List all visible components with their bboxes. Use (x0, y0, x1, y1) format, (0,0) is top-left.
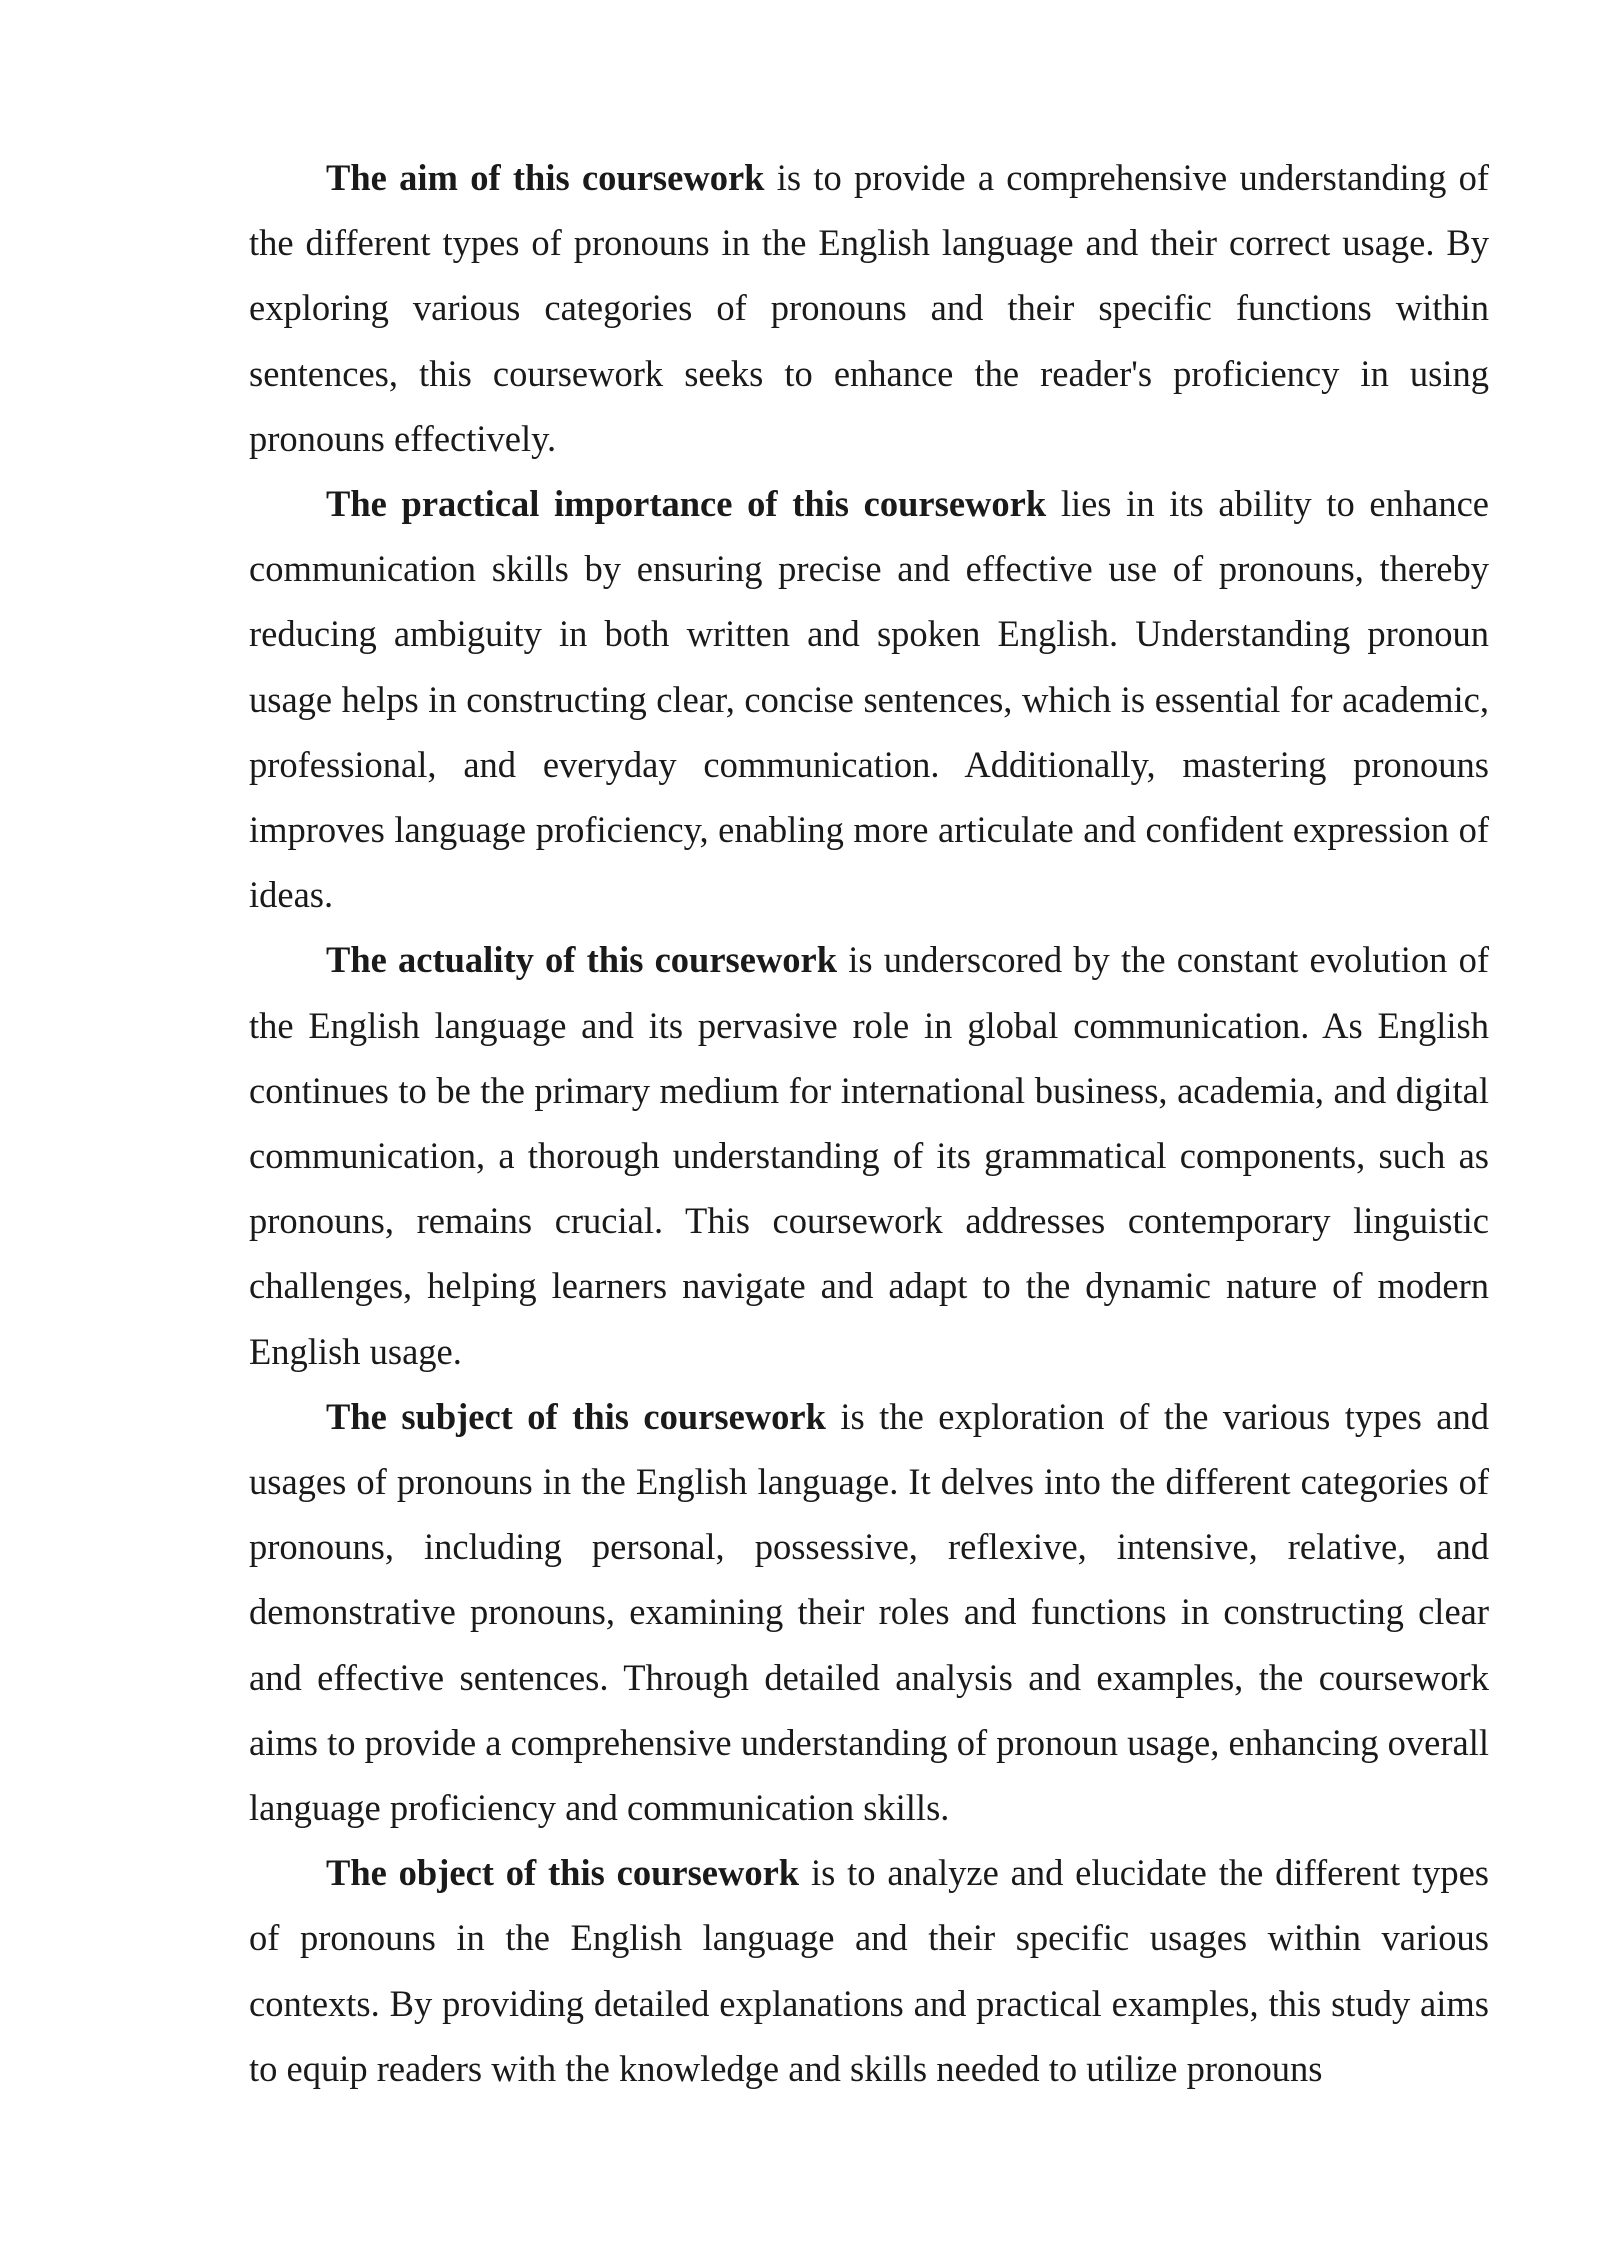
paragraph-subject (249, 1384, 1489, 1840)
paragraph-object (249, 1840, 1489, 2101)
actuality-text: is underscored by the constant evolution of the English language and its pervasive role in global communication. As English continues to be the primary medium for international business, academia, and digital communication, a thorough understanding of its grammatical components, such as pronouns, remains crucial. This coursework addresses contemporary linguistic challenges, helping learners navigate and adapt to the dynamic nature of modern English usage. (249, 939, 1490, 1372)
paragraph-actuality (249, 927, 1489, 1383)
paragraph-aim (249, 145, 1489, 471)
aim-text: is to provide a comprehensive understanding of the different types of pronouns in the English language and their correct usage. By exploring various categories of pronouns and their specific functions within sentences, this coursework seeks to enhance the reader's proficiency in using pronouns effectively. (249, 157, 1490, 459)
actuality-heading: The actuality of this coursework (326, 939, 838, 981)
object-text: is to analyze and elucidate the different types of pronouns in the English language and their specific usages within various contexts. By providing detailed explanations and practical examples, this study aims to equip readers with the knowledge and skills needed to utilize pronouns (249, 1852, 1489, 2089)
subject-heading: The subject of this coursework (326, 1395, 826, 1437)
practical-importance-text: lies in its ability to enhance communication skills by ensuring precise and effective use of pronouns, thereby reducing ambiguity in both written and spoken English. Understanding pronoun usage helps in constructing clear, concise sentences, which is essential for academic, professional, and everyday communication. Additionally, mastering pronouns improves language proficiency, enabling more articulate and confident expression of ideas. (249, 483, 1489, 916)
subject-text: is the exploration of the various types and usages of pronouns in the English language. It delves into the different categories of pronouns, including personal, possessive, reflexive, intensive, relative, and demonstrative pronouns, examining their roles and functions in constructing clear and effective sentences. Through detailed analysis and examples, the coursework aims to provide a comprehensive understanding of pronoun usage, enhancing overall language proficiency and communication skills. (249, 1395, 1490, 1829)
paragraph-practical-importance (249, 471, 1489, 927)
document-body (249, 145, 1489, 2101)
object-heading: The object of this coursework (326, 1852, 800, 1894)
practical-importance-heading: The practical importance of this coursework (326, 483, 1047, 525)
aim-heading: The aim of this coursework (326, 157, 765, 198)
